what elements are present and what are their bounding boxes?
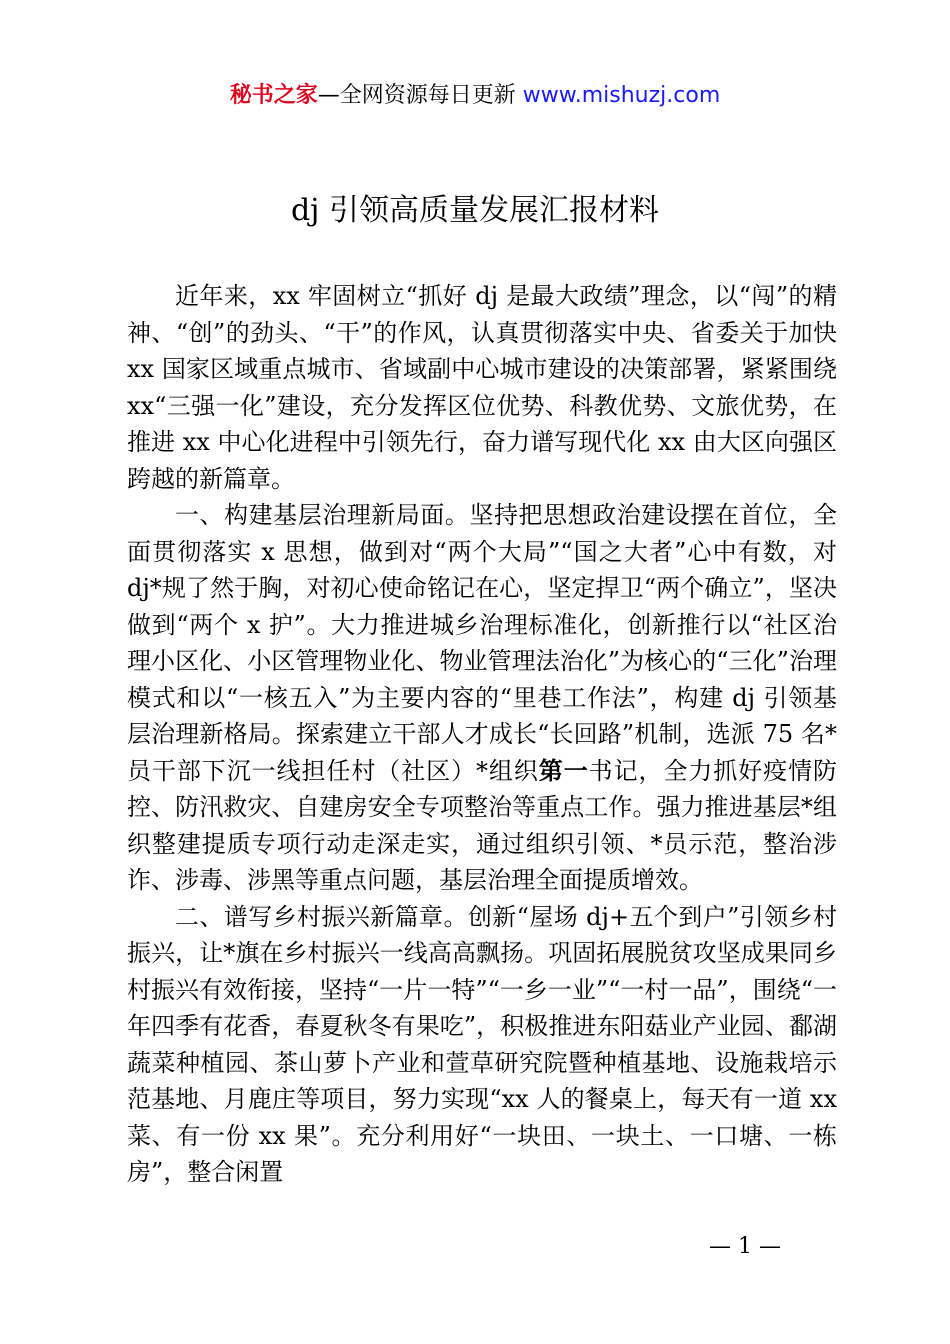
site-header [0,80,950,112]
page-number: — 1 — [709,1234,781,1259]
document-title: dj 引领高质量发展汇报材料 [290,193,660,228]
site-url-link[interactable]: www.mishuzj.com [522,83,721,108]
paragraph-text: 近年来，xx 牢固树立“抓好 dj 是最大政绩”理念，以“闯”的精神、“创”的劲头、“干”的作风，认真贯彻落实中央、省委关于加快 xx 国家区域重点城市、省域副中心城市建设的决策部署，紧紧围绕 xx“三强一化”建设，充分发挥区位优势、科教优势、文旅优势，在推进 xx 中心化进程中引领先行，奋力谱写现代化 xx 由大区向强区跨越的新篇章。 [127,282,837,493]
paragraph-text: 书记，全力抓好疫情防控、防汛救灾、自建房安全专项整治等重点工作。强力推进基层*组织整建提质专项行动走深走实，通过组织引领、*员示范，整治涉诈、涉毒、涉黑等重点问题，基层治理全面提质增效。 [127,756,838,894]
site-slogan: —全网资源每日更新 [317,83,523,108]
paragraph-section-one [127,497,837,899]
paragraph-section-two [127,899,837,1191]
paragraph-intro [127,278,837,497]
paragraph-text: 一、构建基层治理新局面。坚持把思想政治建设摆在首位，全面贯彻落实 x 思想，做到对“两个大局”“国之大者”心中有数，对 dj*规了然于胸，对初心使命铭记在心，坚定捍卫“两个确立”，坚决做到“两个 x 护”。大力推进城乡治理标准化，创新推行以“社区治理小区化、小区管理物业化、物业管理法治化”为核心的“三化”治理模式和以“一核五入”为主要内容的“里巷工作法”，构建 dj 引领基层治理新格局。探索建立干部人才成长“长回路”机制，选派 75 名*员干部下沉一线担任村（社区）*组织 [127,501,837,785]
site-brand: 秘书之家 [229,83,318,108]
paragraph-bold-text: 第一 [538,755,589,785]
document-body [127,278,837,1191]
paragraph-text: 二、谱写乡村振兴新篇章。创新“屋场 dj+五个到户”引领乡村振兴，让*旗在乡村振兴一线高高飘扬。巩固拓展脱贫攻坚成果同乡村振兴有效衔接，坚持“一片一特”“一乡一业”“一村一品”，围绕“一年四季有花香，春夏秋冬有果吃”，积极推进东阳菇业产业园、鄱湖蔬菜种植园、茶山萝卜产业和萱草研究院暨种植基地、设施栽培示范基地、月鹿庄等项目，努力实现“xx 人的餐桌上，每天有一道 xx 菜、有一份 xx 果”。充分利用好“一块田、一块土、一口塘、一栋房”，整合闲置 [127,902,837,1186]
